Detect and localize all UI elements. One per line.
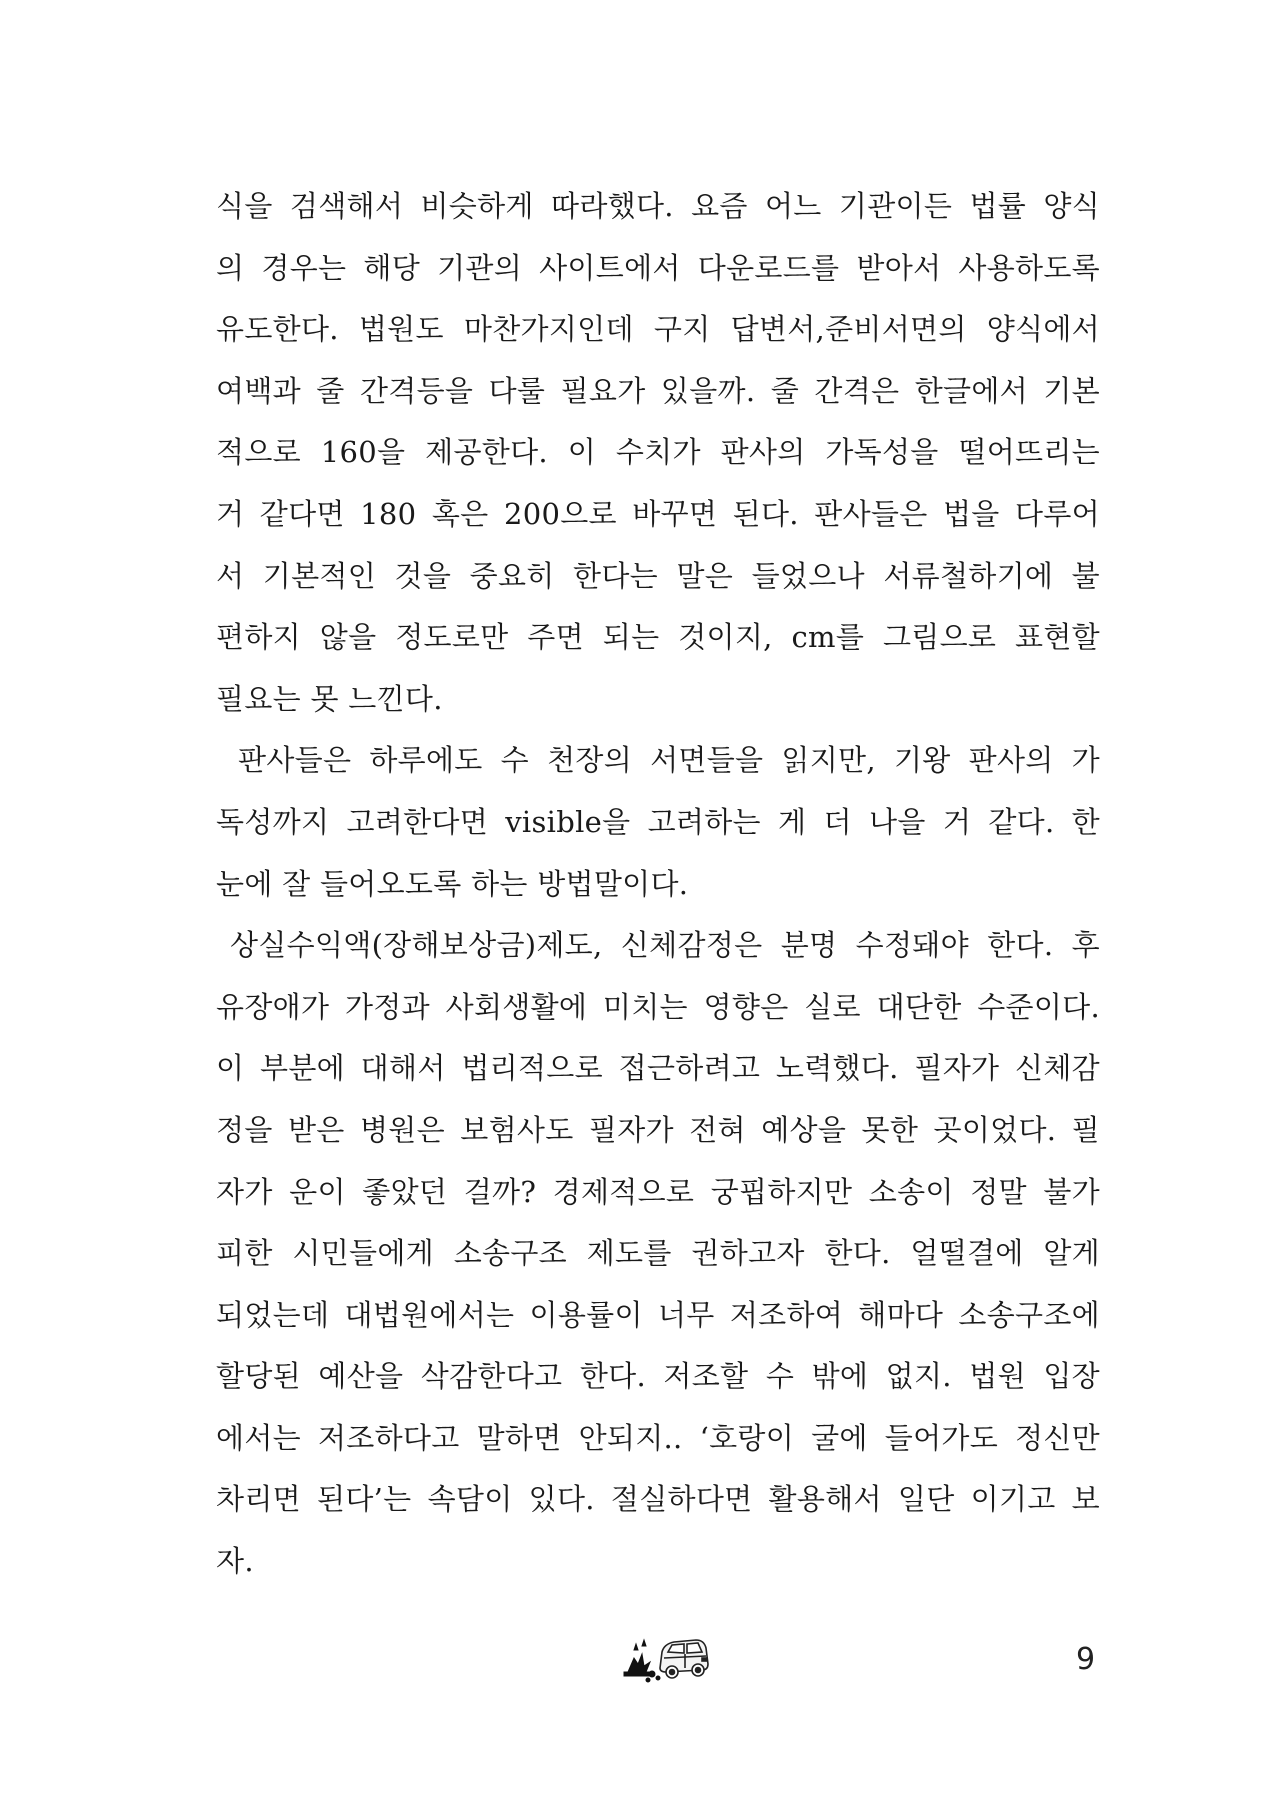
text-line: 판사들은 하루에도 수 천장의 서면들을 읽지만, 기왕 판사의 가 xyxy=(238,743,1100,778)
text-line: 되었는데 대법원에서는 이용률이 너무 저조하여 해마다 소송구조에 xyxy=(216,1297,1100,1332)
text-line: 상실수익액(장해보상금)제도, 신체감정은 분명 수정돼야 한다. 후 xyxy=(230,928,1100,963)
text-line: 피한 시민들에게 소송구조 제도를 권하고자 한다. 얼떨결에 알게 xyxy=(216,1236,1100,1271)
paragraph-3 xyxy=(216,915,1100,1593)
car-crash-illustration-icon xyxy=(622,1628,712,1684)
page-number: 9 xyxy=(1076,1642,1096,1677)
text-line: 독성까지 고려한다면 visible을 고려하는 게 더 나을 거 같다. 한 xyxy=(216,804,1100,839)
text-line: 에서는 저조하다고 말하면 안되지.. ‘호랑이 굴에 들어가도 정신만 xyxy=(216,1420,1100,1455)
text-line: 할당된 예산을 삭감한다고 한다. 저조할 수 밖에 없지. 법원 입장 xyxy=(216,1359,1100,1394)
text-line: 이 부분에 대해서 법리적으로 접근하려고 노력했다. 필자가 신체감 xyxy=(216,1051,1100,1086)
text-line: 자가 운이 좋았던 걸까? 경제적으로 궁핍하지만 소송이 정말 불가 xyxy=(216,1174,1100,1209)
text-line: 식을 검색해서 비슷하게 따라했다. 요즘 어느 기관이든 법률 양식 xyxy=(216,189,1100,223)
text-line: 편하지 않을 정도로만 주면 되는 것이지, cm를 그림으로 표현할 xyxy=(216,620,1100,655)
text-line: 서 기본적인 것을 중요히 한다는 말은 들었으나 서류철하기에 불 xyxy=(216,558,1100,593)
text-line: 자. xyxy=(216,1544,254,1579)
text-line: 유장애가 가정과 사회생활에 미치는 영향은 실로 대단한 수준이다. xyxy=(216,989,1100,1024)
text-line: 차리면 된다’는 속담이 있다. 절실하다면 활용해서 일단 이기고 보 xyxy=(216,1482,1100,1517)
text-line: 적으로 160을 제공한다. 이 수치가 판사의 가독성을 떨어뜨리는 xyxy=(216,435,1100,470)
text-line: 여백과 줄 간격등을 다룰 필요가 있을까. 줄 간격은 한글에서 기본 xyxy=(216,373,1100,408)
text-line: 정을 받은 병원은 보험사도 필자가 전혀 예상을 못한 곳이었다. 필 xyxy=(216,1112,1100,1147)
text-line: 의 경우는 해당 기관의 사이트에서 다운로드를 받아서 사용하도록 xyxy=(216,250,1100,285)
text-line: 필요는 못 느낀다. xyxy=(216,681,443,716)
paragraph-1 xyxy=(216,176,1100,730)
paragraph-2 xyxy=(216,730,1100,915)
body-text xyxy=(216,176,1100,1593)
text-line: 눈에 잘 들어오도록 하는 방법말이다. xyxy=(216,866,689,901)
text-line: 거 같다면 180 혹은 200으로 바꾸면 된다. 판사들은 법을 다루어 xyxy=(216,496,1100,531)
text-line: 유도한다. 법원도 마찬가지인데 구지 답변서,준비서면의 양식에서 xyxy=(216,312,1100,347)
